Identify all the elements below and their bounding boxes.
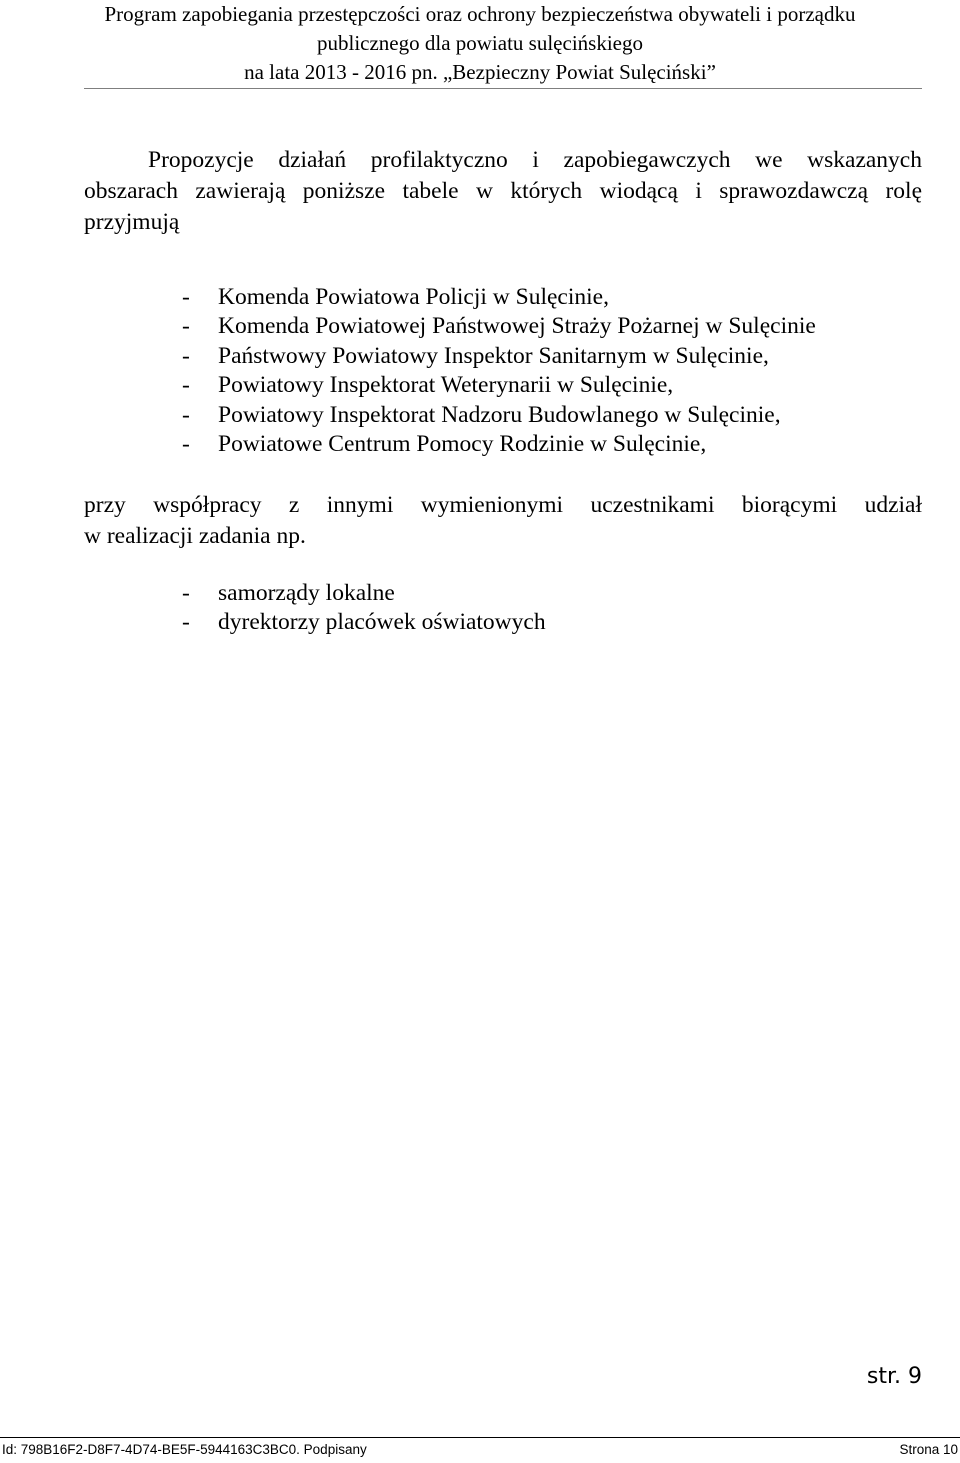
list-item — [182, 371, 816, 400]
list-item-text: Komenda Powiatowej Państwowej Straży Pożarnej w Sulęcinie — [218, 313, 816, 340]
list-item — [182, 283, 816, 312]
cooperation-line-2: w realizacji zadania np. — [84, 523, 306, 549]
list-dash: - — [182, 580, 190, 606]
participants-list — [182, 579, 546, 638]
list-dash: - — [182, 313, 190, 340]
list-item-text: Powiatowy Inspektorat Nadzoru Budowlanego w Sulęcinie, — [218, 401, 781, 428]
list-item — [182, 312, 816, 341]
header-title-line-3: na lata 2013 - 2016 pn. „Bezpieczny Powiat Sulęciński” — [244, 60, 716, 84]
list-dash: - — [182, 401, 190, 428]
intro-line-2: obszarach zawierają poniższe tabele w których wiodącą i sprawozdawczą rolę — [84, 178, 922, 204]
document-id: Id: 798B16F2-D8F7-4D74-BE5F-5944163C3BC0. Podpisany — [2, 1442, 367, 1457]
intro-line-3: przyjmują — [84, 209, 180, 235]
list-dash: - — [182, 609, 190, 636]
header-divider — [84, 88, 922, 89]
list-dash: - — [182, 431, 190, 458]
page-number: str. 9 — [866, 1364, 922, 1389]
footer-divider — [0, 1437, 960, 1438]
list-item-text: Komenda Powiatowa Policji w Sulęcinie, — [218, 284, 609, 310]
list-dash: - — [182, 372, 190, 399]
list-item-text: samorządy lokalne — [218, 580, 395, 606]
list-item — [182, 579, 546, 608]
list-item-text: Powiatowe Centrum Pomocy Rodzinie w Sulęcinie, — [218, 431, 707, 458]
sheet-number: Strona 10 — [899, 1442, 958, 1457]
list-item — [182, 430, 816, 459]
list-dash: - — [182, 284, 190, 310]
list-item — [182, 342, 816, 371]
intro-paragraph — [84, 145, 922, 238]
list-item — [182, 401, 816, 430]
intro-line-1: Propozycje działań profilaktyczno i zapobiegawczych we wskazanych — [148, 147, 922, 173]
list-item-text: Powiatowy Inspektorat Weterynarii w Sulęcinie, — [218, 372, 674, 399]
list-item — [182, 608, 546, 637]
cooperation-paragraph — [84, 490, 922, 552]
list-dash: - — [182, 342, 190, 369]
cooperation-line-1: przy współpracy z innymi wymienionymi uczestnikami biorącymi udział — [84, 492, 922, 518]
list-item-text: Państwowy Powiatowy Inspektor Sanitarnym w Sulęcinie, — [218, 342, 769, 369]
header-title-line-1: Program zapobiegania przestępczości oraz ochrony bezpieczeństwa obywateli i porządku — [104, 2, 856, 26]
institutions-list — [182, 283, 816, 459]
list-item-text: dyrektorzy placówek oświatowych — [218, 609, 546, 636]
header-title-line-2: publicznego dla powiatu sulęcińskiego — [316, 31, 643, 55]
